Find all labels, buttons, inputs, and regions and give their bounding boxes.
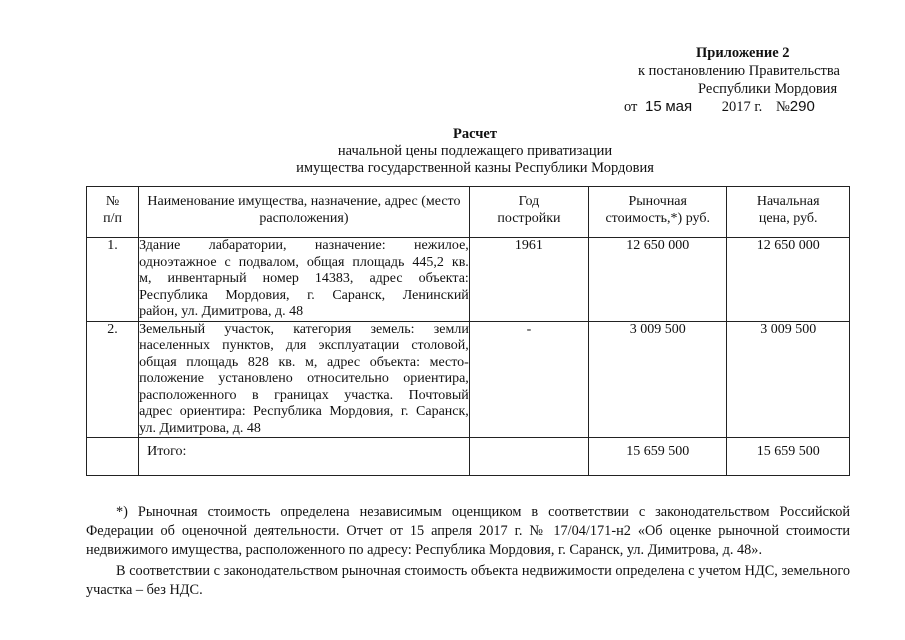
annex-number: 290 (789, 98, 815, 115)
annex-republic-line: Республики Мордовия (698, 81, 838, 97)
total-start-price: 15 659 500 (727, 438, 850, 476)
annex-day: 15 (645, 98, 662, 115)
row-year: 1961 (469, 238, 588, 322)
document-title (240, 126, 710, 177)
header-year-line2: постройки (497, 210, 561, 226)
header-name-line2: расположения) (259, 210, 349, 226)
title-main: Расчет (453, 126, 497, 142)
annex-month: мая (665, 98, 693, 115)
title-line-2: начальной цены подлежащего приватизации (337, 143, 613, 159)
header-year-line1: Год (518, 194, 540, 209)
annex-date-line (600, 98, 890, 116)
header-num-line1: № (105, 194, 120, 209)
header-market-line2: стоимость,*) руб. (605, 210, 710, 226)
header-start-line1: Начальная (756, 194, 820, 209)
row-name-line: Здание лабаратории, назначение: нежилое, (139, 238, 469, 253)
header-market-line1: Рыночная (628, 194, 687, 209)
row-num: 2. (87, 321, 139, 438)
header-market-value (589, 187, 727, 238)
row-name-line: район, ул. Димитрова, д. 48 (139, 304, 304, 319)
total-year-empty (469, 438, 588, 476)
header-start-line2: цена, руб. (758, 210, 818, 226)
header-year (469, 187, 588, 238)
header-num (87, 187, 139, 238)
row-name-line: ул. Димитрова, д. 48 (139, 420, 261, 436)
annex-year: 2017 (721, 99, 751, 115)
table-total-row (87, 438, 850, 476)
total-market-value: 15 659 500 (589, 438, 727, 476)
total-num-empty (87, 438, 139, 476)
row-name-line: общая площадь 828 кв. м, адрес объекта: место- (139, 354, 469, 370)
table-row (87, 238, 850, 322)
header-start-price (727, 187, 850, 238)
annex-year-suffix: г. (754, 99, 763, 115)
calculation-table (86, 186, 850, 476)
row-name (139, 238, 470, 322)
row-year: - (469, 321, 588, 438)
row-start-price: 12 650 000 (727, 238, 850, 322)
header-name (139, 187, 470, 238)
footnote-market-value: *) Рыночная стоимость определена независимым оценщиком в соответствии с законодательством Российской Федерации об оценочной деятельности. Отчет от 15 апреля 2017 г. № 17/04/171-н2 «Об оценке рыночной стоимости недвижимого имущества, расположенного по адресу: Республика Мордовия, г. Саранск, ул. Димитрова, д. 48». (86, 504, 850, 558)
notes-block (86, 503, 850, 600)
vat-note: В соответствии с законодательством рыночная стоимость объекта недвижимости определена с учетом НДС, земельного участка – без НДС. (86, 563, 850, 598)
table-header-row (87, 187, 850, 238)
annex-from: от (624, 99, 638, 115)
row-num: 1. (87, 238, 139, 322)
header-name-line1: Наименование имущества, назначение, адрес (место (147, 194, 461, 209)
row-start-price: 3 009 500 (727, 321, 850, 438)
annex-resolution-line: к постановлению Правительства (638, 63, 840, 79)
annex-header (600, 44, 890, 116)
row-name (139, 321, 470, 438)
row-name-line: расположенного в границах участка. Почтовый (139, 387, 469, 403)
row-name-line: м, инвентарный номер 14383, адрес объекта: (139, 271, 469, 286)
row-name-line: Республика Мордовия, г. Саранск, Ленинский (139, 287, 469, 303)
row-market-value: 12 650 000 (589, 238, 727, 322)
total-label: Итого: (139, 438, 470, 476)
title-line-3: имущества государственной казны Республики Мордовия (296, 160, 654, 176)
row-name-line: населенных пунктов, для эксплуатации столовой, (139, 338, 469, 353)
row-name-line: одноэтажное с подвалом, общая площадь 445,2 кв. (139, 254, 469, 270)
row-name-line: адрес ориентира: Республика Мордовия, г. Саранск, (139, 404, 469, 419)
row-market-value: 3 009 500 (589, 321, 727, 438)
row-name-line: Земельный участок, категория земель: земли (139, 321, 469, 337)
annex-number-prefix: № (775, 99, 790, 115)
annex-title: Приложение 2 (696, 45, 790, 61)
header-num-line2: п/п (103, 210, 122, 226)
table-row (87, 321, 850, 438)
row-name-line: положение установлено относительно ориентира, (139, 371, 469, 386)
